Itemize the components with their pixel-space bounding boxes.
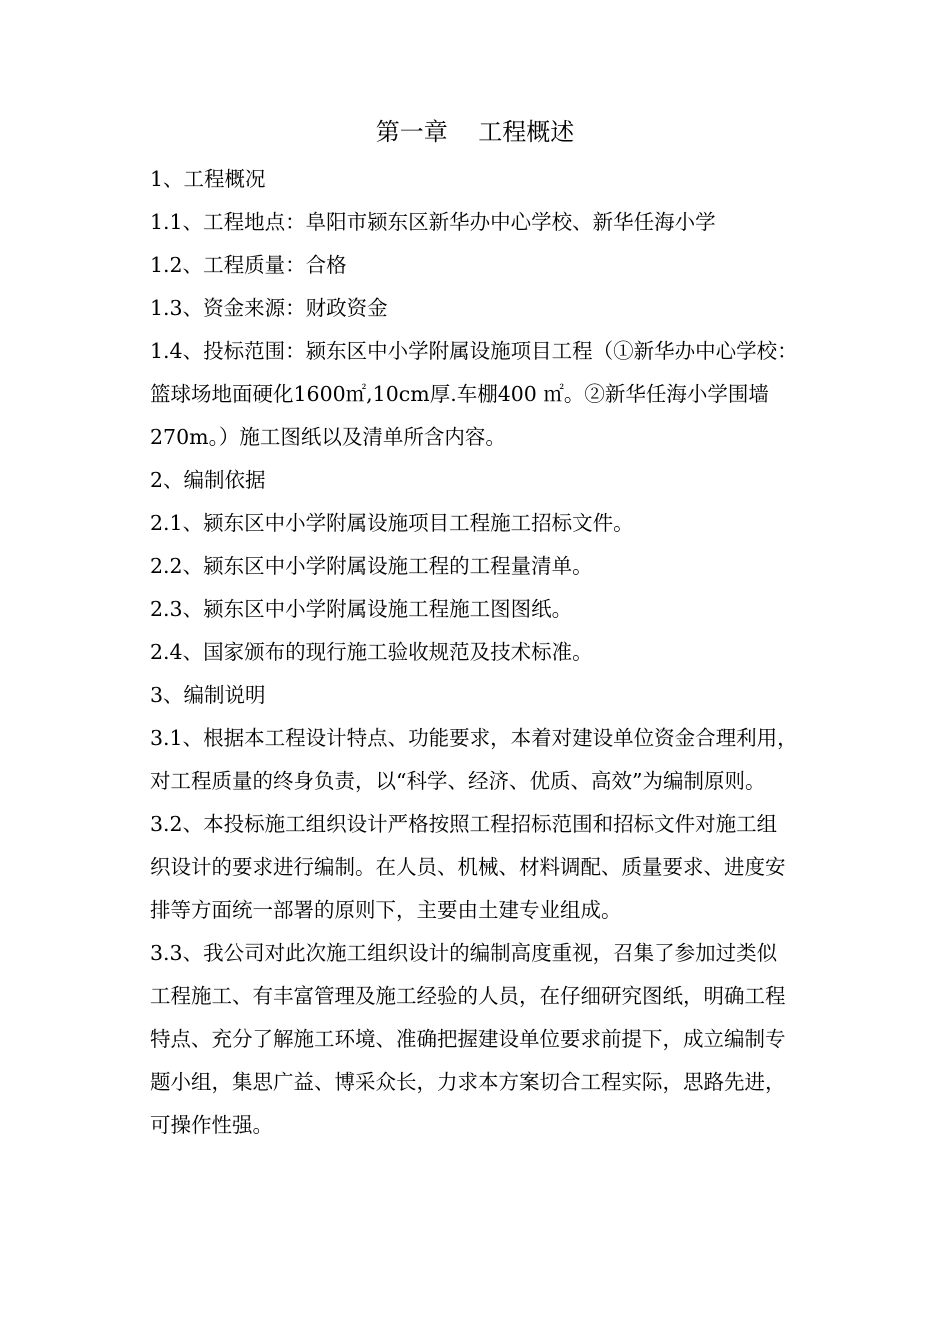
item-2-4: 2.4、国家颁布的现行施工验收规范及技术标准。 (150, 640, 593, 664)
item-3-2-line-2: 织设计的要求进行编制。在人员、机械、材料调配、质量要求、进度安 (150, 855, 786, 879)
section-heading-3: 3、编制说明 (150, 683, 266, 707)
section-heading-1: 1、工程概况 (150, 167, 266, 191)
item-1-4-line-1: 1.4、投标范围：颍东区中小学附属设施项目工程（①新华办中心学校： (150, 339, 798, 363)
item-3-3-line-4: 题小组，集思广益、博采众长，力求本方案切合工程实际，思路先进， (150, 1070, 786, 1094)
item-2-1: 2.1、颍东区中小学附属设施项目工程施工招标文件。 (150, 511, 634, 535)
item-1-4-line-2: 篮球场地面硬化1600㎡,10cm厚.车棚400 ㎡。②新华任海小学围墙 (150, 382, 769, 406)
item-3-2-line-1: 3.2、本投标施工组织设计严格按照工程招标范围和招标文件对施工组 (150, 812, 778, 836)
item-3-1-line-2: 对工程质量的终身负责，以“科学、经济、优质、高效”为编制原则。 (150, 769, 766, 793)
item-1-1: 1.1、工程地点：阜阳市颍东区新华办中心学校、新华任海小学 (150, 210, 716, 234)
item-1-4-line-3: 270m。）施工图纸以及清单所含内容。 (150, 425, 506, 449)
item-3-3-line-3: 特点、充分了解施工环境、准确把握建设单位要求前提下，成立编制专 (150, 1027, 786, 1051)
item-3-3-line-1: 3.3、我公司对此次施工组织设计的编制高度重视，召集了参加过类似 (150, 941, 778, 965)
section-heading-2: 2、编制依据 (150, 468, 266, 492)
item-1-3: 1.3、资金来源：财政资金 (150, 296, 388, 320)
item-1-2: 1.2、工程质量：合格 (150, 253, 347, 277)
item-3-3-line-2: 工程施工、有丰富管理及施工经验的人员，在仔细研究图纸，明确工程 (150, 984, 786, 1008)
item-2-2: 2.2、颍东区中小学附属设施工程的工程量清单。 (150, 554, 593, 578)
item-3-1-line-1: 3.1、根据本工程设计特点、功能要求，本着对建设单位资金合理利用， (150, 726, 798, 750)
item-3-3-line-5: 可操作性强。 (150, 1113, 273, 1137)
item-2-3: 2.3、颍东区中小学附属设施工程施工图图纸。 (150, 597, 573, 621)
chapter-title: 第一章 工程概述 (375, 118, 575, 146)
item-3-2-line-3: 排等方面统一部署的原则下，主要由土建专业组成。 (150, 898, 622, 922)
